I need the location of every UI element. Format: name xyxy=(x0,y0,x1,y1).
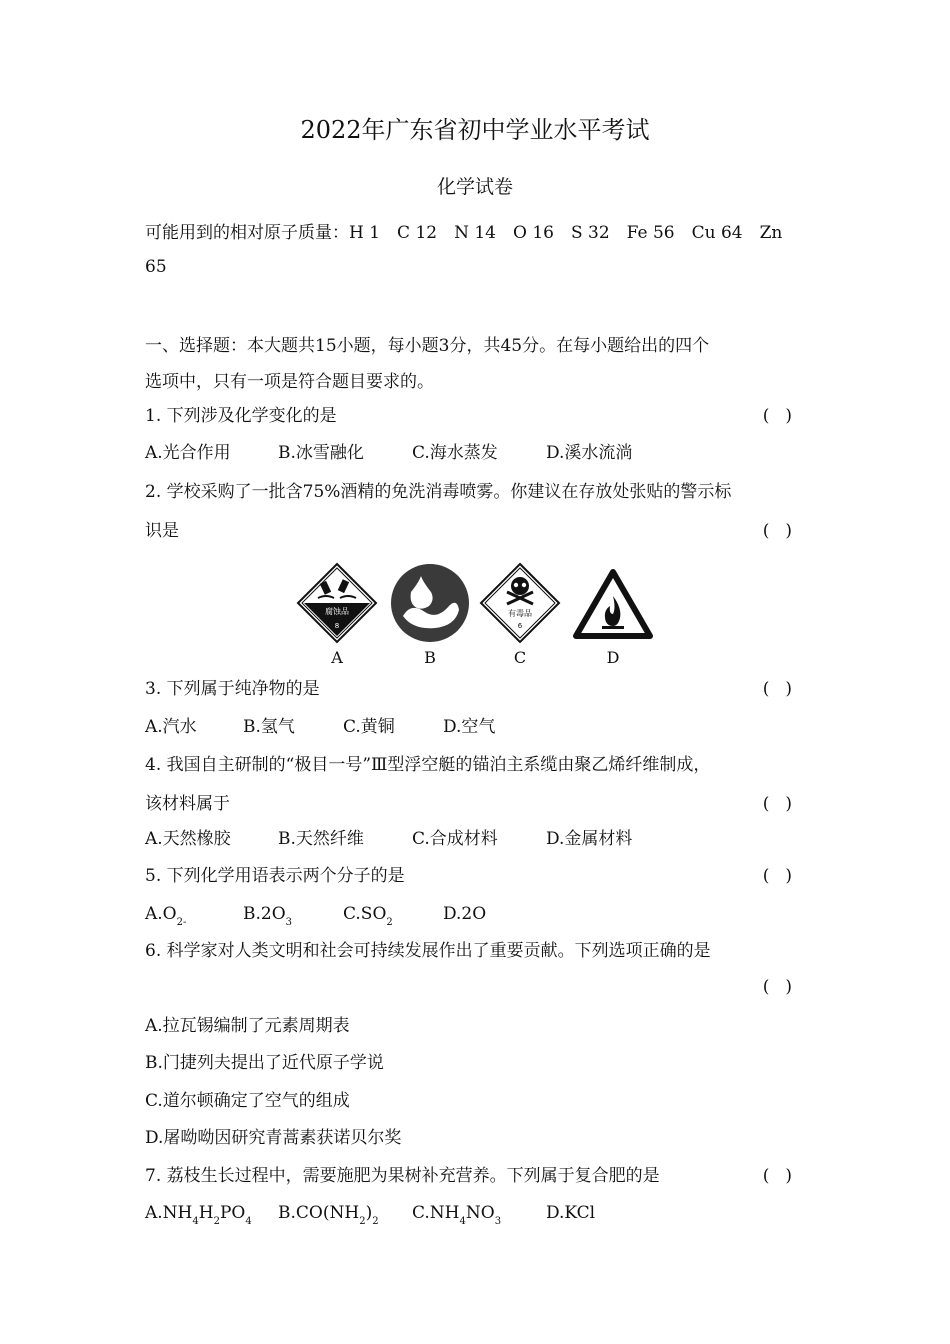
option-d: D.2O xyxy=(443,904,487,924)
formula-part: NO xyxy=(465,1203,495,1223)
option-c xyxy=(412,1202,546,1233)
toxic-sign-icon xyxy=(479,562,561,644)
option-d: D.溪水流淌 xyxy=(546,443,633,463)
exam-title: 2022年广东省初中学业水平考试 xyxy=(300,116,650,144)
option-a: A.汽水 xyxy=(145,717,197,737)
flammable-sign-icon xyxy=(572,562,654,644)
sign-label-d: D xyxy=(606,648,620,667)
option-a: A.光合作用 xyxy=(145,443,231,463)
question-7-stem: 7. 荔枝生长过程中，需要施肥为果树补充营养。下列属于复合肥的是 xyxy=(145,1166,660,1186)
option-b: B.天然纤维 xyxy=(278,829,364,849)
option-b xyxy=(278,1202,412,1233)
answer-paren: () xyxy=(762,406,808,426)
option-a xyxy=(145,903,243,934)
exam-subtitle: 化学试卷 xyxy=(436,176,513,198)
section-intro-line-2: 选项中，只有一项是符合题目要求的。 xyxy=(145,372,434,392)
question-2-stem-line-1: 2. 学校采购了一批含75%酒精的免洗消毒喷雾。你建议在存放处张贴的警示标 xyxy=(145,482,732,502)
formula-subscript: 2 xyxy=(359,1216,366,1227)
option-c-formula: C.SO xyxy=(343,904,387,924)
option-b: B.冰雪融化 xyxy=(278,443,364,463)
question-7-options xyxy=(145,1202,810,1233)
sign-label-c: C xyxy=(513,648,527,667)
option-a: A.拉瓦锡编制了元素周期表 xyxy=(145,1016,350,1036)
formula-part: C.NH xyxy=(412,1203,460,1223)
option-b xyxy=(243,903,343,934)
question-6-stem: 6. 科学家对人类文明和社会可持续发展作出了重要贡献。下列选项正确的是 xyxy=(145,941,711,961)
question-4-options xyxy=(145,828,810,850)
corrosive-sign-icon xyxy=(296,562,378,644)
question-2-stem-line-2: 识是 xyxy=(145,521,179,541)
option-c: C.黄铜 xyxy=(343,717,395,737)
option-c: C.道尔顿确定了空气的组成 xyxy=(145,1091,350,1111)
answer-paren: () xyxy=(762,866,808,886)
formula-subscript: 2 xyxy=(213,1216,220,1227)
sign-a-text: 腐蚀品 xyxy=(325,607,349,616)
option-c xyxy=(343,903,443,934)
answer-paren: () xyxy=(762,679,808,699)
option-b-formula: B.2O xyxy=(243,904,286,924)
option-b-subscript: 3 xyxy=(285,917,293,928)
formula-part: B.CO(NH xyxy=(278,1203,360,1223)
sign-a-number: 8 xyxy=(334,622,340,630)
answer-paren: () xyxy=(762,977,808,997)
answer-paren: () xyxy=(762,794,808,814)
option-c: C.合成材料 xyxy=(412,829,498,849)
formula-part: PO xyxy=(219,1203,246,1223)
formula-subscript: 4 xyxy=(245,1216,252,1227)
option-a: A.天然橡胶 xyxy=(145,829,231,849)
option-d: D.金属材料 xyxy=(546,829,633,849)
question-4-stem-line-1: 4. 我国自主研制的“极目一号”Ⅲ型浮空艇的锚泊主系缆由聚乙烯纤维制成， xyxy=(145,755,711,775)
atomic-mass-line-2: 65 xyxy=(145,257,167,277)
question-5-options xyxy=(145,903,810,934)
question-5-stem: 5. 下列化学用语表示两个分子的是 xyxy=(145,866,405,886)
formula-subscript: 3 xyxy=(494,1216,502,1227)
question-1-stem: 1. 下列涉及化学变化的是 xyxy=(145,406,337,426)
question-4-stem-line-2: 该材料属于 xyxy=(145,794,230,814)
question-3-stem: 3. 下列属于纯净物的是 xyxy=(145,679,320,699)
option-d: D.屠呦呦因研究青蒿素获诺贝尔奖 xyxy=(145,1128,402,1148)
section-intro-line-1: 一、选择题：本大题共15小题，每小题3分，共45分。在每小题给出的四个 xyxy=(145,336,710,356)
option-d: D.空气 xyxy=(443,717,496,737)
option-a xyxy=(145,1202,278,1233)
option-a-charge: 2- xyxy=(176,917,187,928)
answer-paren: () xyxy=(762,1166,808,1186)
formula-subscript: 4 xyxy=(192,1216,199,1227)
sign-c-text: 有毒品 xyxy=(508,609,532,618)
option-c-subscript: 2 xyxy=(386,917,393,928)
sign-label-b: B xyxy=(424,648,436,667)
option-a-formula: A.O xyxy=(145,904,177,924)
option-b: B.氢气 xyxy=(243,717,295,737)
option-b: B.门捷列夫提出了近代原子学说 xyxy=(145,1053,384,1073)
sign-label-a: A xyxy=(331,648,343,667)
warning-signs xyxy=(296,562,656,670)
formula-subscript: 2 xyxy=(372,1216,379,1227)
option-c: C.海水蒸发 xyxy=(412,443,498,463)
formula-part: H xyxy=(198,1203,214,1223)
answer-paren: () xyxy=(762,521,808,541)
atomic-mass-line-1: 可能用到的相对原子质量：H 1 C 12 N 14 O 16 S 32 Fe 56 Cu 64 Zn xyxy=(145,223,783,243)
formula-subscript: 4 xyxy=(459,1216,466,1227)
question-1-options xyxy=(145,442,810,464)
question-3-options xyxy=(145,716,810,738)
sign-c-number: 6 xyxy=(517,622,523,630)
water-drop-sign-icon xyxy=(389,562,471,644)
option-d: D.KCl xyxy=(546,1203,596,1223)
formula-part: A.NH xyxy=(145,1203,193,1223)
formula-part: ) xyxy=(365,1203,373,1223)
